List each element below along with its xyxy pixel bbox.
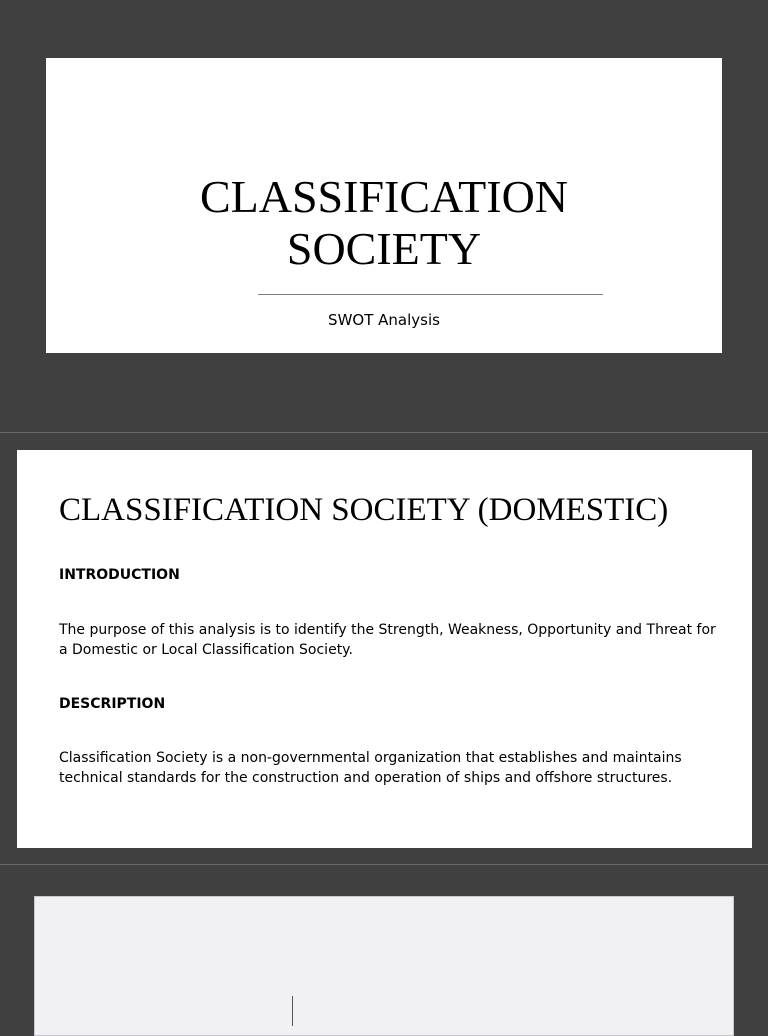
content-slide-heading: CLASSIFICATION SOCIETY (DOMESTIC) xyxy=(59,492,669,528)
introduction-text: The purpose of this analysis is to identify the Strength, Weakness, Opportunity and Threat for a Domestic or Local Classification Society. xyxy=(59,622,716,658)
slide-title xyxy=(46,171,722,275)
title-divider xyxy=(258,294,603,295)
description-text: Classification Society is a non-governmental organization that establishes and maintains technical standards for the construction and operation of ships and offshore structures. xyxy=(59,750,682,786)
slide-subtitle: SWOT Analysis xyxy=(328,311,440,329)
slide-title-line-1: CLASSIFICATION xyxy=(199,171,569,222)
page-separator xyxy=(0,432,768,433)
introduction-label: INTRODUCTION xyxy=(59,567,180,583)
page-separator xyxy=(0,864,768,865)
slide-vertical-line xyxy=(292,996,293,1026)
description-label: DESCRIPTION xyxy=(59,696,166,712)
slide-title-line-2: SOCIETY xyxy=(286,223,482,274)
title-slide xyxy=(46,58,722,353)
next-slide-preview xyxy=(34,896,734,1036)
